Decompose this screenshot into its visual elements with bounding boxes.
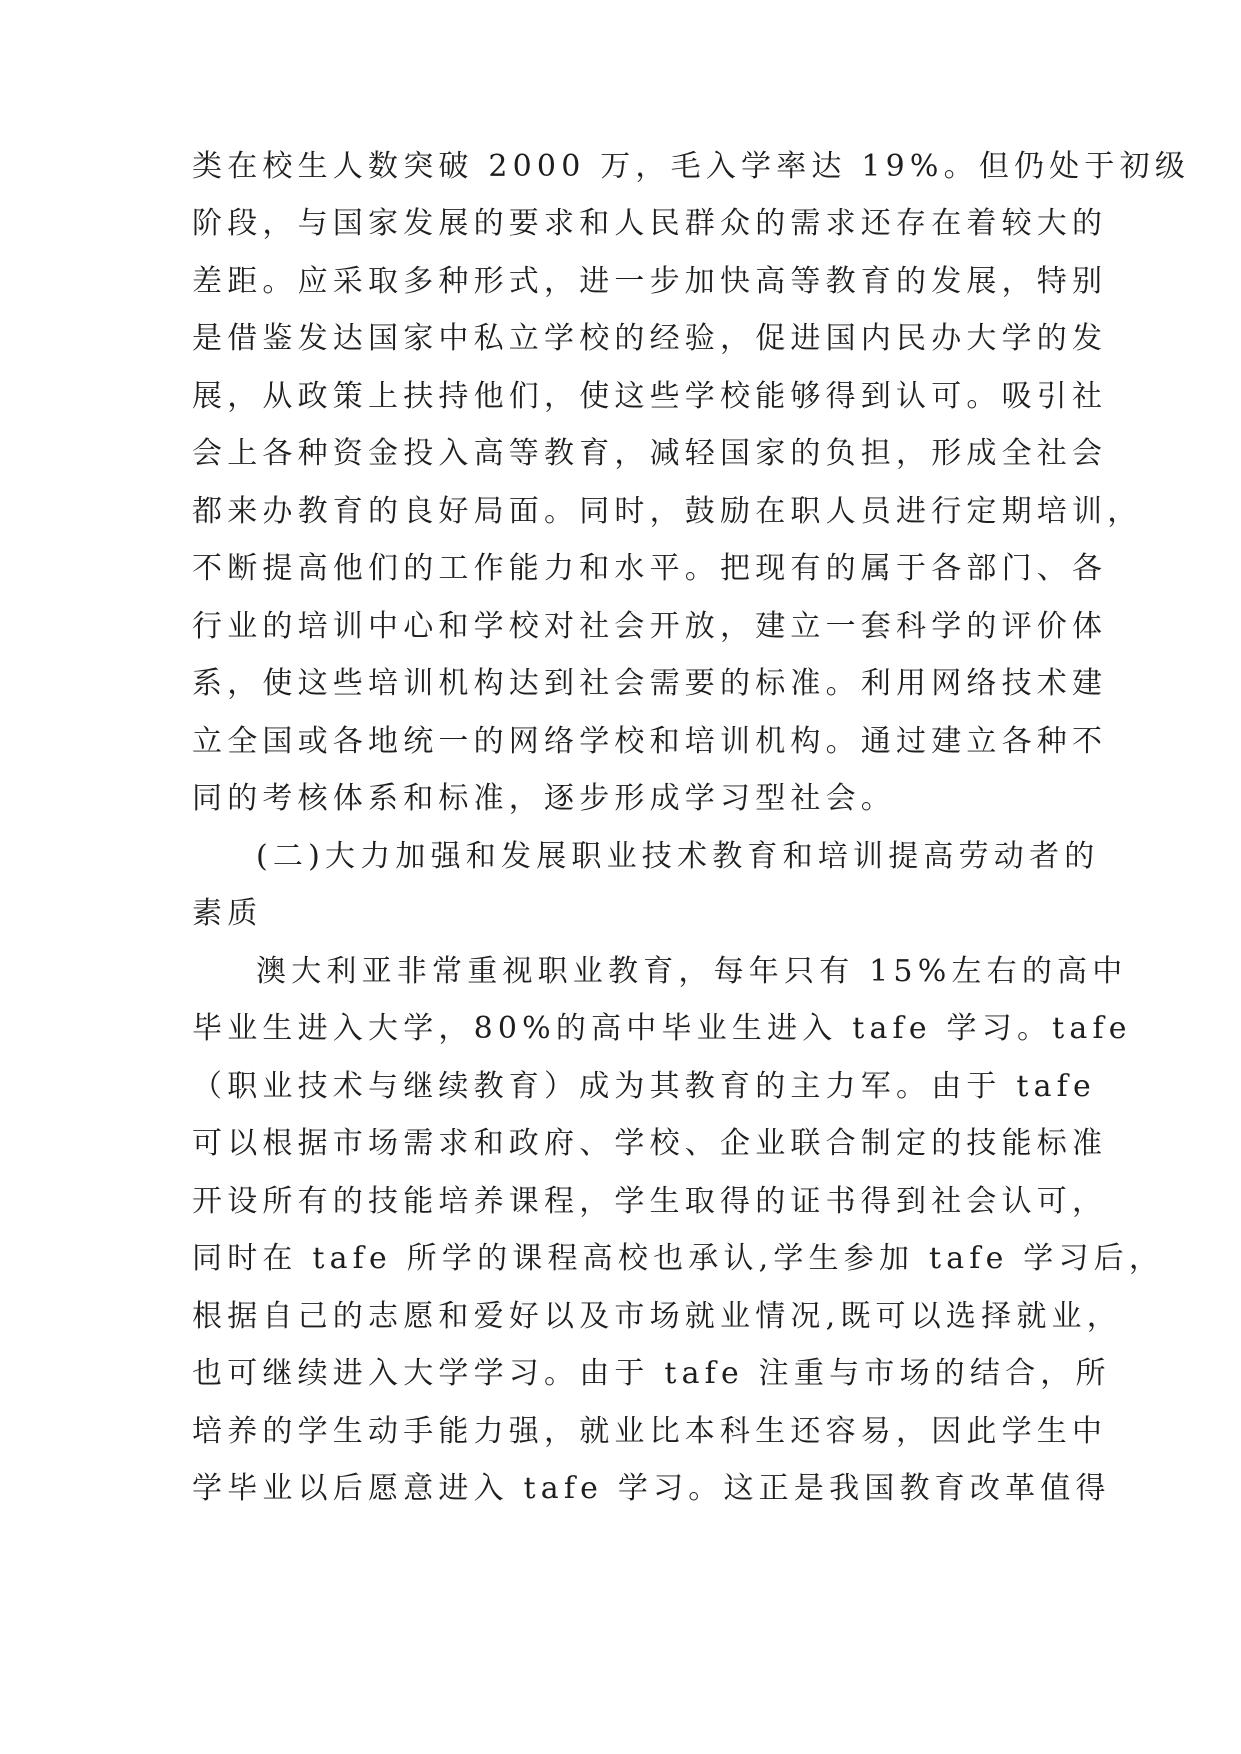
- text-line: 培养的学生动手能力强，就业比本科生还容易，因此学生中: [192, 1414, 1108, 1449]
- text-line: 学毕业以后愿意进入 tafe 学习。这正是我国教育改革值得: [192, 1471, 1111, 1506]
- text-line: 类在校生人数突破 2000 万，毛入学率达 19%。但仍处于初级: [192, 149, 1191, 184]
- text-line: 根据自己的志愿和爱好以及市场就业情况,既可以选择就业，: [192, 1299, 1122, 1334]
- section-heading: (二)大力加强和发展职业技术教育和培训提高劳动者的: [256, 839, 1100, 874]
- text-line: 都来办教育的良好局面。同时，鼓励在职人员进行定期培训，: [192, 494, 1143, 529]
- text-line: 差距。应采取多种形式，进一步加快高等教育的发展，特别: [192, 264, 1108, 299]
- text-line: 澳大利亚非常重视职业教育，每年只有 15%左右的高中: [256, 954, 1128, 989]
- text-line: 展，从政策上扶持他们，使这些学校能够得到认可。吸引社: [192, 379, 1108, 414]
- section-heading-continuation: 素质: [192, 896, 263, 931]
- text-line: 毕业生进入大学，80%的高中毕业生进入 tafe 学习。tafe: [192, 1011, 1132, 1046]
- text-line: 立全国或各地统一的网络学校和培训机构。通过建立各种不: [192, 724, 1108, 759]
- text-line: 也可继续进入大学学习。由于 tafe 注重与市场的结合，所: [192, 1356, 1111, 1391]
- text-line: 同时在 tafe 所学的课程高校也承认,学生参加 tafe 学习后，: [192, 1241, 1165, 1276]
- text-line: 可以根据市场需求和政府、学校、企业联合制定的技能标准: [192, 1126, 1108, 1161]
- text-line: 不断提高他们的工作能力和水平。把现有的属于各部门、各: [192, 551, 1108, 586]
- text-line: 系，使这些培训机构达到社会需要的标准。利用网络技术建: [192, 666, 1108, 701]
- text-line: 行业的培训中心和学校对社会开放，建立一套科学的评价体: [192, 609, 1108, 644]
- text-line: 开设所有的技能培养课程，学生取得的证书得到社会认可，: [192, 1184, 1108, 1219]
- text-line: 会上各种资金投入高等教育，减轻国家的负担，形成全社会: [192, 436, 1108, 471]
- text-line: （职业技术与继续教育）成为其教育的主力军。由于 tafe: [192, 1069, 1096, 1104]
- text-line: 是借鉴发达国家中私立学校的经验，促进国内民办大学的发: [192, 321, 1108, 356]
- text-line: 同的考核体系和标准，逐步形成学习型社会。: [192, 781, 896, 816]
- text-line: 阶段，与国家发展的要求和人民群众的需求还存在着较大的: [192, 206, 1108, 241]
